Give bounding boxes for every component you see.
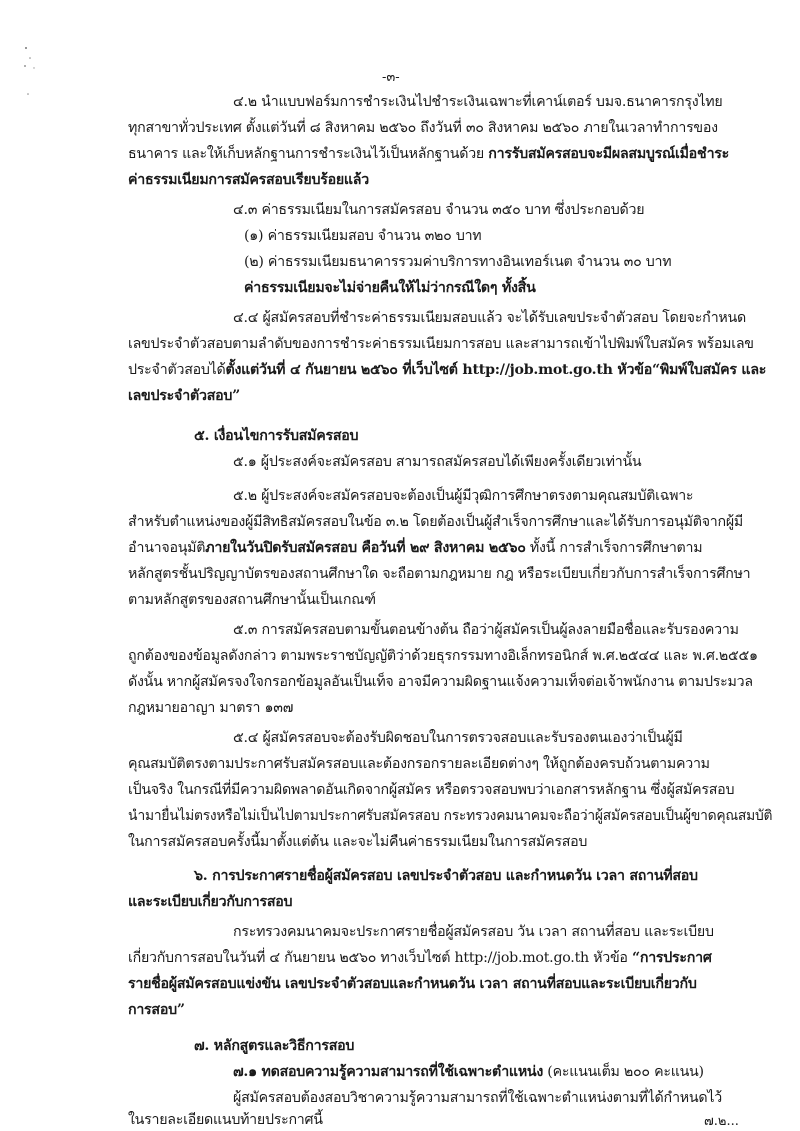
section-5-heading: ๕. เงื่อนไขการรับสมัครสอบ — [194, 428, 359, 444]
section-4-4-line-2: เลขประจำตัวสอบตามลำดับของการชำระค่าธรรมเนียมการสอบ และสามารถเข้าไปพิมพ์ใบสมัคร พร้อมเลข — [128, 336, 754, 352]
section-6-heading-line-2: และระเบียบเกี่ยวกับการสอบ — [128, 894, 293, 910]
scan-specks — [22, 44, 52, 104]
section-4-3-no-refund: ค่าธรรมเนียมจะไม่จ่ายคืนให้ไม่ว่ากรณีใดๆ ทั้งสิ้น — [244, 280, 536, 296]
section-6-line-3: รายชื่อผู้สมัครสอบแข่งขัน เลขประจำตัวสอบและกำหนดวัน เวลา สถานที่สอบและระเบียบเกี่ยวกับ — [128, 976, 697, 992]
section-4-3-item-1: (๑) ค่าธรรมเนียมสอบ จำนวน ๓๒๐ บาท — [244, 228, 482, 244]
section-5-2-line-4: หลักสูตรชั้นปริญญาบัตรของสถานศึกษาใด จะถือตามกฎหมาย กฎ หรือระเบียบเกี่ยวกับการสำเร็จการศึกษา — [128, 566, 751, 582]
section-4-2-line-4: ค่าธรรมเนียมการสมัครสอบเรียบร้อยแล้ว — [128, 172, 369, 188]
section-7-1-line-2: ผู้สมัครสอบต้องสอบวิชาความรู้ความสามารถที่ใช้เฉพาะตำแหน่งตามที่ได้กำหนดไว้ — [233, 1090, 722, 1106]
section-5-2-line-5: ตามหลักสูตรของสถานศึกษานั้นเป็นเกณฑ์ — [128, 592, 376, 608]
section-4-3-line-1: ๔.๓ ค่าธรรมเนียมในการสมัครสอบ จำนวน ๓๕๐ บาท ซึ่งประกอบด้วย — [233, 202, 645, 218]
section-5-2-line-1: ๕.๒ ผู้ประสงค์จะสมัครสอบจะต้องเป็นผู้มีวุฒิการศึกษาตรงตามคุณสมบัติเฉพาะ — [233, 488, 694, 504]
section-5-3-line-1: ๕.๓ การสมัครสอบตามขั้นตอนข้างต้น ถือว่าผู้สมัครเป็นผู้ลงลายมือชื่อและรับรองความ — [233, 622, 739, 638]
section-5-4-line-4: นำมายื่นไม่ตรงหรือไม่เป็นไปตามประกาศรับสมัครสอบ กระทรวงคมนาคมจะถือว่าผู้สมัครสอบเป็นผู้ขาดคุณสมบัติ — [128, 808, 773, 824]
section-4-4-line-3 — [128, 360, 766, 380]
section-5-4-line-3: เป็นจริง ในกรณีที่มีความผิดพลาดอันเกิดจากผู้สมัคร หรือตรวจสอบพบว่าเอกสารหลักฐาน ซึ่งผู้สมัครสอบ — [128, 782, 735, 798]
section-4-2-line-2: ทุกสาขาทั่วประเทศ ตั้งแต่วันที่ ๘ สิงหาคม ๒๕๖๐ ถึงวันที่ ๓๐ สิงหาคม ๒๕๖๐ ภายในเวลาทำการของ — [128, 120, 718, 136]
section-4-4-bold-date: ตั้งแต่วันที่ ๔ กันยายน ๒๕๖๐ ที่เว็บไซต์ http://job.mot.go.th หัวข้อ“พิมพ์ใบสมัคร และ — [225, 362, 767, 378]
section-4-3-item-2: (๒) ค่าธรรมเนียมธนาคารรวมค่าบริการทางอินเทอร์เนต จำนวน ๓๐ บาท — [244, 254, 672, 270]
section-5-2-line-3-text: อำนาจอนุมัติ — [128, 540, 206, 556]
section-7-1-score: (คะแนนเต็ม ๒๐๐ คะแนน) — [543, 1064, 704, 1080]
section-6-line-4: การสอบ” — [128, 1002, 185, 1018]
section-5-4-line-5: ในการสมัครสอบครั้งนี้มาตั้งแต่ต้น และจะไม่คืนค่าธรรมเนียมในการสมัครสอบ — [128, 834, 588, 850]
section-5-2-line-3-tail: ทั้งนี้ การสำเร็จการศึกษาตาม — [525, 540, 703, 556]
section-6-line-2-bold: “การประกาศ — [631, 950, 712, 966]
section-5-3-line-4: กฎหมายอาญา มาตรา ๑๓๗ — [128, 700, 294, 716]
section-6-line-2 — [128, 948, 712, 968]
section-5-2-line-2: สำหรับตำแหน่งของผู้มีสิทธิสมัครสอบในข้อ ๓.๒ โดยต้องเป็นผู้สำเร็จการศึกษาและได้รับการอนุมัติจากผู้มี — [128, 514, 743, 530]
section-5-3-line-2: ถูกต้องของข้อมูลดังกล่าว ตามพระราชบัญญัติว่าด้วยธุรกรรมทางอิเล็กทรอนิกส์ พ.ศ.๒๕๔๔ และ พ.ศ.๒๕๕๑ — [128, 648, 758, 664]
section-6-line-2-text: เกี่ยวกับการสอบในวันที่ ๔ กันยายน ๒๕๖๐ ทางเว็บไซต์ http://job.mot.go.th หัวข้อ — [128, 950, 632, 966]
section-7-1-line-1 — [233, 1062, 704, 1082]
section-5-2-line-3 — [128, 538, 702, 558]
section-4-2-line-3 — [128, 144, 729, 164]
section-4-4-line-1: ๔.๔ ผู้สมัครสอบที่ชำระค่าธรรมเนียมสอบแล้ว จะได้รับเลขประจำตัวสอบ โดยจะกำหนด — [233, 310, 746, 326]
continuation-marker: ๗.๒... — [704, 1114, 739, 1129]
section-5-2-bold-deadline: ภายในวันปิดรับสมัครสอบ คือวันที่ ๒๙ สิงหาคม ๒๕๖๐ — [205, 540, 526, 556]
section-4-2-line-3-text: ธนาคาร และให้เก็บหลักฐานการชำระเงินไว้เป็นหลักฐานด้วย — [128, 146, 489, 162]
section-5-3-line-3: ดังนั้น หากผู้สมัครจงใจกรอกข้อมูลอันเป็นเท็จ อาจมีความผิดฐานแจ้งความเท็จต่อเจ้าพนักงาน ตามประมวล — [128, 674, 753, 690]
section-5-4-line-1: ๕.๔ ผู้สมัครสอบจะต้องรับผิดชอบในการตรวจสอบและรับรองตนเองว่าเป็นผู้มี — [233, 730, 683, 746]
section-7-1-title: ๗.๑ ทดสอบความรู้ความสามารถที่ใช้เฉพาะตำแหน่ง — [233, 1064, 544, 1080]
section-6-heading-line-1: ๖. การประกาศรายชื่อผู้สมัครสอบ เลขประจำตัวสอบ และกำหนดวัน เวลา สถานที่สอบ — [194, 868, 698, 884]
section-4-4-line-3-text: ประจำตัวสอบได้ — [128, 362, 226, 378]
section-4-2-line-1: ๔.๒ นำแบบฟอร์มการชำระเงินไปชำระเงินเฉพาะที่เคาน์เตอร์ บมจ.ธนาคารกรุงไทย — [233, 94, 723, 110]
section-7-1-line-3: ในรายละเอียดแนบท้ายประกาศนี้ — [128, 1112, 323, 1128]
section-5-4-line-2: คุณสมบัติตรงตามประกาศรับสมัครสอบและต้องกรอกรายละเอียดต่างๆ ให้ถูกต้องครบถ้วนตามความ — [128, 756, 710, 772]
section-4-4-line-4: เลขประจำตัวสอบ” — [128, 388, 241, 404]
page-number: -๓- — [382, 70, 400, 85]
section-7-heading: ๗. หลักสูตรและวิธีการสอบ — [194, 1038, 355, 1054]
section-4-2-bold-note: การรับสมัครสอบจะมีผลสมบูรณ์เมื่อชำระ — [488, 146, 730, 162]
section-6-line-1: กระทรวงคมนาคมจะประกาศรายชื่อผู้สมัครสอบ วัน เวลา สถานที่สอบ และระเบียบ — [233, 924, 714, 940]
section-5-1: ๕.๑ ผู้ประสงค์จะสมัครสอบ สามารถสมัครสอบได้เพียงครั้งเดียวเท่านั้น — [233, 454, 642, 470]
